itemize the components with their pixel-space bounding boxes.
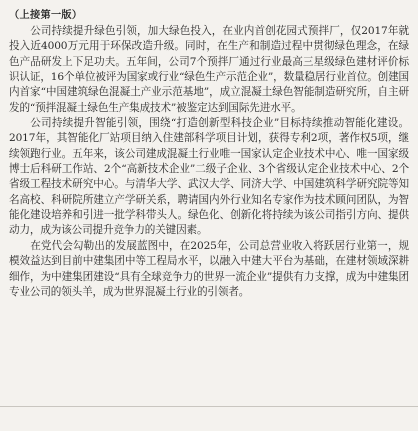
bottom-divider bbox=[0, 406, 418, 407]
paragraph-green-leadership: 公司持续提升绿色引领，加大绿色投入，在业内首创花园式预拌厂，仅2017年就投入近4000万元用于环保改造升级。同时，在生产和制造过程中贯彻绿色理念，在绿色产品研发上下足功夫。五年间，公司7个预拌厂通过行业最高三星级绿色建材评价标识认证，16个单位被评为国家或行业“绿色生产示范企业”，数量稳居行业首位。创建国内首家“中国建筑绿色混凝土产业示范基地”，成立混凝土绿色智能制造研究所，自主研发的“预拌混凝土绿色生产集成技术”被鉴定达到国际先进水平。 bbox=[9, 25, 409, 114]
continued-from-page-one-label: （上接第一版） bbox=[9, 10, 83, 21]
paragraph-development-blueprint: 在党代会勾勒出的发展蓝图中，在2025年，公司总营业收入将跃居行业第一，规模效益达到目前中建集团中等工程局水平，以融入中建大平台为基础，在建材领域深耕细作，为中建集团建设“具有全球竞争力的世界一流企业”提供有力支撑，成为中建集团专业公司的领头羊，成为世界混凝土行业的引领者。 bbox=[9, 239, 409, 298]
paragraph-smart-leadership: 公司持续提升智能引领，围绕“打造创新型科技企业”目标持续推动智能化建设。2017年，其智能化厂站项目纳入住建部科学项目计划，获得专利2项，著作权5项，继续领跑行业。五年来，该公司建成混凝土行业唯一国家认定企业技术中心、唯一国家级博士后科研工作站、2个“高新技术企业”二级子企业、3个省级认定企业技术中心、2个省级工程技术研究中心。与清华大学、武汉大学、同济大学、中国建筑科学研究院等知名高校、科研院所建立产学研关系，聘请国内外行业知名专家作为技术顾问团队，为智能化建设培养和引进一批学科带头人。绿色化、创新化将持续为该公司指引方向、提供动力，成为该公司提升竞争力的关键因素。 bbox=[9, 117, 409, 237]
